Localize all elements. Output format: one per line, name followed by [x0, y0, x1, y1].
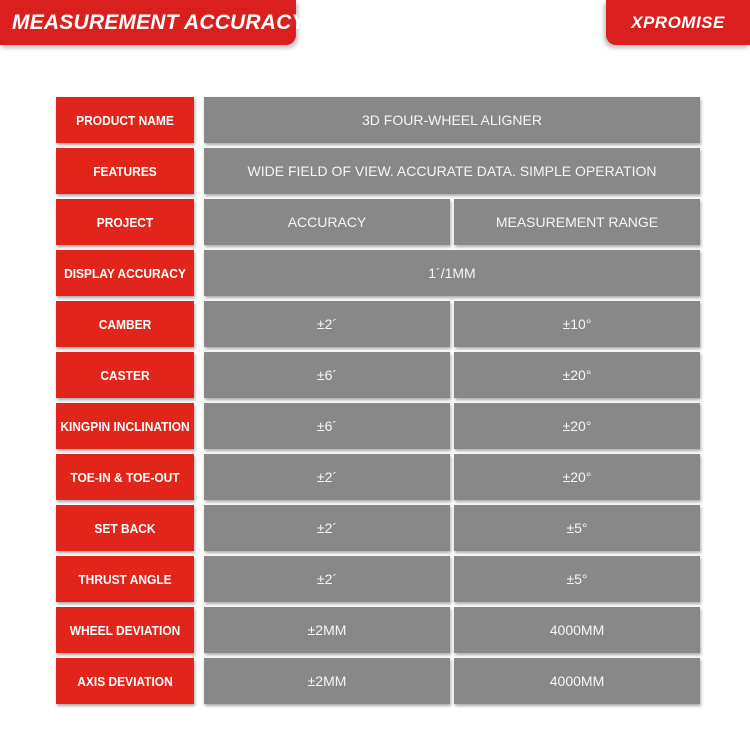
table-row	[50, 454, 700, 500]
range-value: ±10°	[454, 301, 700, 347]
range-value: ±20°	[454, 454, 700, 500]
table-row	[50, 556, 700, 602]
row-value: 1´/1MM	[204, 250, 700, 296]
title-banner	[0, 0, 306, 45]
brand-banner	[606, 0, 750, 45]
page-title: MEASUREMENT ACCURACY	[12, 10, 306, 34]
row-label: PRODUCT NAME	[56, 97, 194, 143]
row-label: DISPLAY ACCURACY	[56, 250, 194, 296]
row-label: THRUST ANGLE	[56, 556, 194, 602]
range-value: ±5°	[454, 505, 700, 551]
accuracy-value: ±2´	[204, 505, 450, 551]
accuracy-value: ±2MM	[204, 607, 450, 653]
accuracy-value: ±2´	[204, 301, 450, 347]
column-header-range: MEASUREMENT RANGE	[454, 199, 700, 245]
accuracy-value: ±6´	[204, 352, 450, 398]
spec-table	[50, 97, 700, 709]
table-row-project	[50, 199, 700, 245]
table-row-product-name	[50, 97, 700, 143]
row-label: PROJECT	[56, 199, 194, 245]
row-value: WIDE FIELD OF VIEW. ACCURATE DATA. SIMPLE OPERATION	[204, 148, 700, 194]
accuracy-value: ±6´	[204, 403, 450, 449]
table-row-features	[50, 148, 700, 194]
table-row-display-accuracy	[50, 250, 700, 296]
accuracy-value: ±2MM	[204, 658, 450, 704]
row-label: FEATURES	[56, 148, 194, 194]
table-row	[50, 505, 700, 551]
range-value: ±20°	[454, 403, 700, 449]
range-value: 4000MM	[454, 658, 700, 704]
brand-logo-text: XPROMISE	[631, 12, 725, 32]
column-header-accuracy: ACCURACY	[204, 199, 450, 245]
range-value: ±20°	[454, 352, 700, 398]
table-row	[50, 607, 700, 653]
row-label: WHEEL DEVIATION	[56, 607, 194, 653]
table-row	[50, 352, 700, 398]
accuracy-value: ±2´	[204, 454, 450, 500]
row-label: KINGPIN INCLINATION	[56, 403, 194, 449]
accuracy-value: ±2´	[204, 556, 450, 602]
row-value: 3D FOUR-WHEEL ALIGNER	[204, 97, 700, 143]
range-value: 4000MM	[454, 607, 700, 653]
row-label: CASTER	[56, 352, 194, 398]
row-label: AXIS DEVIATION	[56, 658, 194, 704]
table-row	[50, 403, 700, 449]
range-value: ±5°	[454, 556, 700, 602]
table-row	[50, 658, 700, 704]
table-row	[50, 301, 700, 347]
row-label: CAMBER	[56, 301, 194, 347]
row-label: SET BACK	[56, 505, 194, 551]
row-label: TOE-IN & TOE-OUT	[56, 454, 194, 500]
